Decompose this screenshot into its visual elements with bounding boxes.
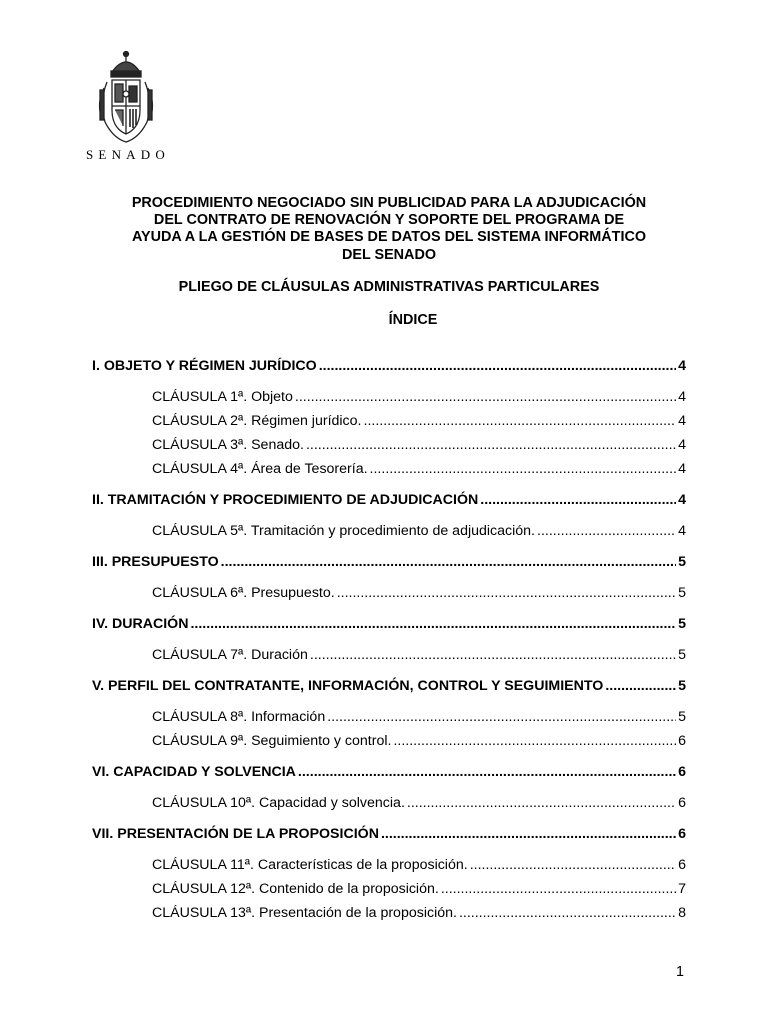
toc-leader: [306, 433, 676, 457]
toc-leader: [393, 729, 676, 753]
toc-section-label: II. TRAMITACIÓN Y PROCEDIMIENTO DE ADJUDICACIÓN: [92, 492, 479, 508]
title-line: PROCEDIMIENTO NEGOCIADO SIN PUBLICIDAD PARA LA ADJUDICACIÓN: [131, 195, 647, 211]
toc-page-number: 4: [678, 413, 686, 429]
toc-page-number: 5: [678, 554, 686, 570]
toc-leader: [470, 853, 676, 877]
toc-leader: [295, 385, 676, 409]
toc-clause[interactable]: [92, 877, 686, 901]
toc-clause[interactable]: [92, 385, 686, 409]
title-line: AYUDA A LA GESTIÓN DE BASES DE DATOS DEL SISTEMA INFORMÁTICO: [131, 229, 647, 246]
toc-clause[interactable]: [92, 901, 686, 925]
toc-leader: [381, 821, 676, 847]
toc-section-label: VI. CAPACIDAD Y SOLVENCIA: [92, 764, 296, 780]
toc-leader: [537, 519, 676, 543]
senado-logo: [86, 50, 174, 163]
toc-section[interactable]: [92, 549, 686, 575]
document-subtitle: PLIEGO DE CLÁUSULAS ADMINISTRATIVAS PARTICULARES: [178, 279, 600, 295]
toc-leader: [298, 759, 676, 785]
toc-section-label: VII. PRESENTACIÓN DE LA PROPOSICIÓN: [92, 826, 379, 842]
toc-section[interactable]: [92, 821, 686, 847]
page-number: 1: [676, 964, 685, 980]
toc-page-number: 4: [678, 461, 686, 477]
toc-leader: [459, 901, 676, 925]
toc-page-number: 4: [678, 523, 686, 539]
toc-clause-label: CLÁUSULA 10ª. Capacidad y solvencia.: [152, 795, 405, 811]
toc-page-number: 5: [678, 678, 686, 694]
toc-clause[interactable]: [92, 729, 686, 753]
toc-leader: [327, 705, 676, 729]
toc-clause[interactable]: [92, 409, 686, 433]
toc-leader: [221, 549, 676, 575]
toc-section[interactable]: [92, 353, 686, 379]
toc-clause-label: CLÁUSULA 12ª. Contenido de la proposición.: [152, 881, 439, 897]
title-line: DEL SENADO: [341, 246, 437, 263]
toc-clause-label: CLÁUSULA 4ª. Área de Tesorería.: [152, 461, 368, 477]
toc-clause[interactable]: [92, 433, 686, 457]
toc-clause[interactable]: [92, 457, 686, 481]
toc-page-number: 4: [678, 437, 686, 453]
document-title: [92, 195, 686, 264]
toc-page-number: 7: [678, 881, 686, 897]
toc-clause-label: CLÁUSULA 8ª. Información: [152, 709, 326, 725]
toc-leader: [407, 791, 676, 815]
title-line: DEL CONTRATO DE RENOVACIÓN Y SOPORTE DEL PROGRAMA DE: [153, 212, 625, 229]
toc-leader: [605, 673, 676, 699]
logo-text: SENADO: [86, 147, 170, 162]
toc-clause-label: CLÁUSULA 9ª. Seguimiento y control.: [152, 733, 392, 749]
toc-page-number: 6: [678, 826, 686, 842]
toc-clause[interactable]: [92, 791, 686, 815]
toc-section[interactable]: [92, 759, 686, 785]
toc-clause-label: CLÁUSULA 1ª. Objeto: [152, 389, 293, 405]
toc-clause[interactable]: [92, 643, 686, 667]
toc-section-label: I. OBJETO Y RÉGIMEN JURÍDICO: [92, 358, 317, 374]
toc-page-number: 8: [678, 905, 686, 921]
toc-clause[interactable]: [92, 519, 686, 543]
toc-clause[interactable]: [92, 581, 686, 605]
toc-section[interactable]: [92, 487, 686, 513]
toc-section-label: III. PRESUPUESTO: [92, 554, 219, 570]
toc-section[interactable]: [92, 611, 686, 637]
toc-leader: [480, 487, 676, 513]
toc-leader: [370, 457, 677, 481]
toc-page-number: 4: [678, 492, 686, 508]
toc-clause-label: CLÁUSULA 6ª. Presupuesto.: [152, 585, 335, 601]
toc-clause[interactable]: [92, 705, 686, 729]
toc-clause-label: CLÁUSULA 3ª. Senado.: [152, 437, 304, 453]
table-of-contents: [92, 349, 686, 925]
toc-page-number: 5: [678, 616, 686, 632]
toc-page-number: 6: [678, 733, 686, 749]
coat-of-arms-icon: [95, 50, 157, 145]
toc-page-number: 4: [678, 389, 686, 405]
toc-page-number: 5: [678, 647, 686, 663]
toc-leader: [319, 353, 676, 379]
toc-clause-label: CLÁUSULA 13ª. Presentación de la proposición.: [152, 905, 457, 921]
toc-leader: [364, 409, 677, 433]
toc-clause-label: CLÁUSULA 7ª. Duración: [152, 647, 308, 663]
toc-leader: [310, 643, 676, 667]
toc-clause-label: CLÁUSULA 11ª. Características de la proposición.: [152, 857, 468, 873]
toc-leader: [441, 877, 676, 901]
toc-leader: [190, 611, 676, 637]
toc-page-number: 6: [678, 857, 686, 873]
toc-clause[interactable]: [92, 853, 686, 877]
toc-clause-label: CLÁUSULA 5ª. Tramitación y procedimiento de adjudicación.: [152, 523, 535, 539]
toc-page-number: 5: [678, 709, 686, 725]
toc-page-number: 4: [678, 358, 686, 374]
toc-page-number: 5: [678, 585, 686, 601]
toc-section-label: V. PERFIL DEL CONTRATANTE, INFORMACIÓN, CONTROL Y SEGUIMIENTO: [92, 678, 604, 694]
toc-section-label: IV. DURACIÓN: [92, 616, 189, 632]
toc-page-number: 6: [678, 764, 686, 780]
toc-page-number: 6: [678, 795, 686, 811]
index-heading: ÍNDICE: [388, 312, 438, 328]
toc-section[interactable]: [92, 673, 686, 699]
toc-clause-label: CLÁUSULA 2ª. Régimen jurídico.: [152, 413, 362, 429]
toc-leader: [337, 581, 676, 605]
